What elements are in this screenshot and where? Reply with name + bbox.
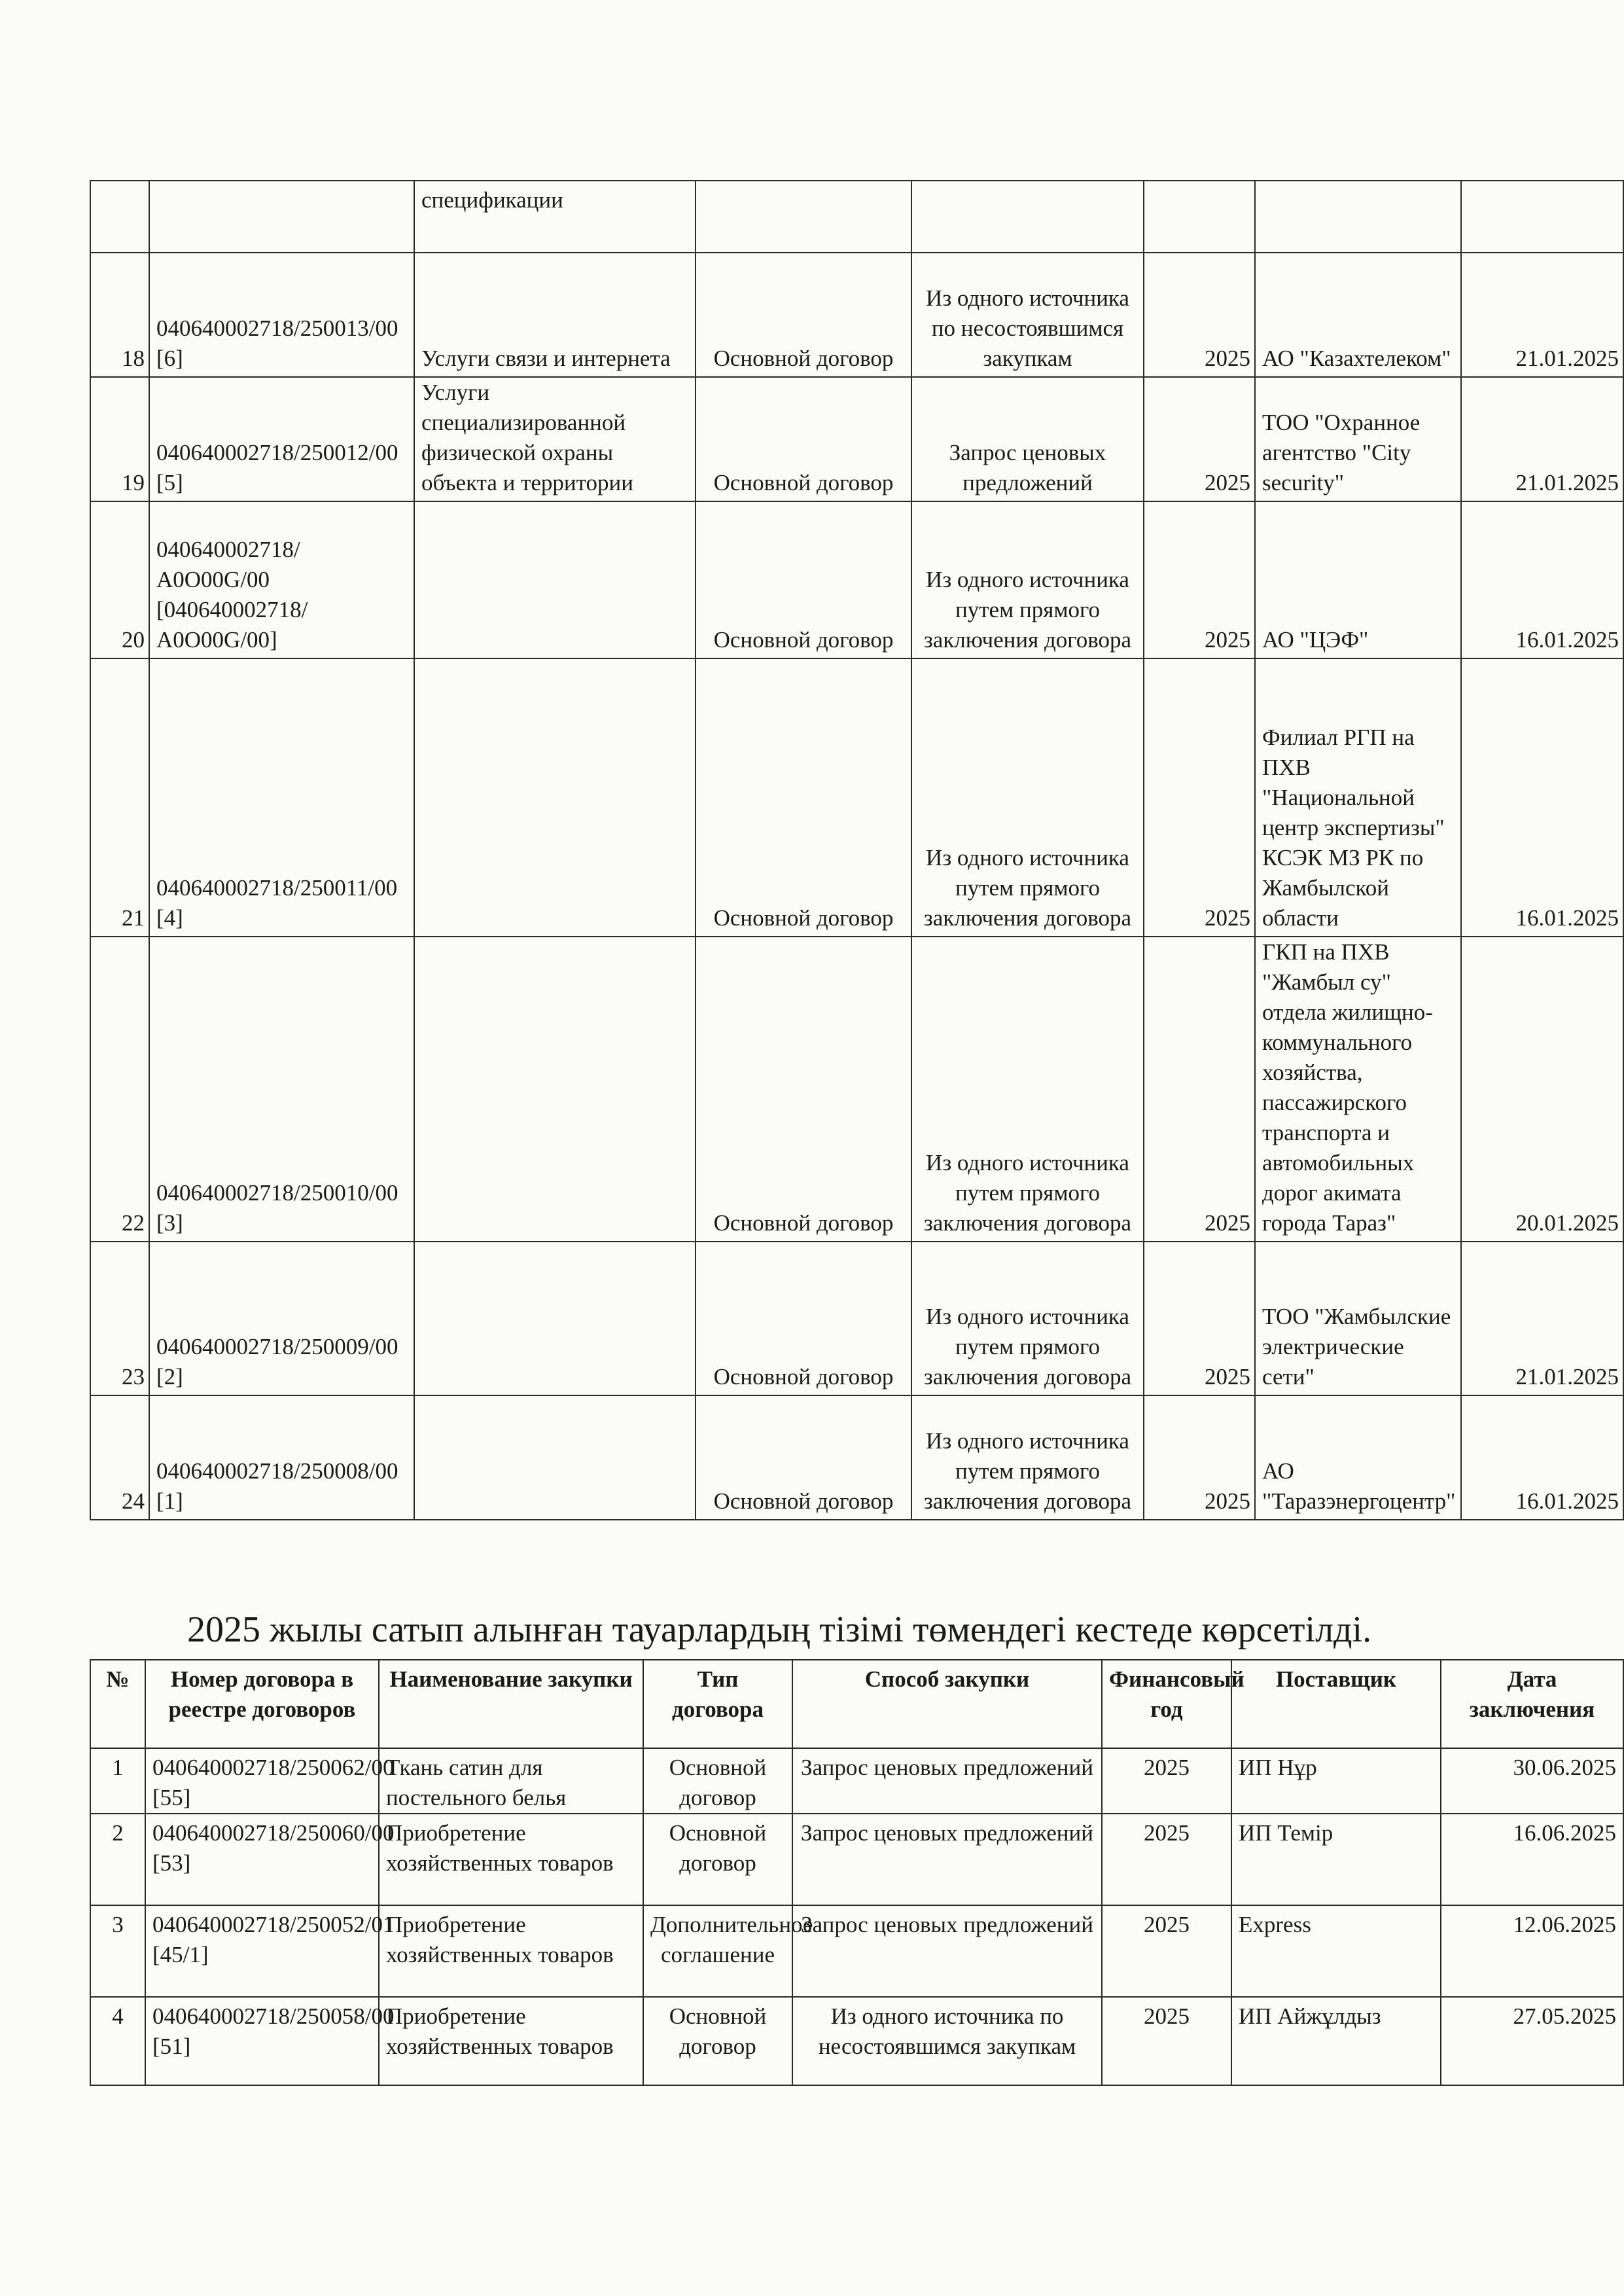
contract-type-cell: Основной договор bbox=[696, 1242, 911, 1395]
purchase-name-cell: Ткань сатин для постельного белья bbox=[379, 1748, 643, 1814]
supplier-cell: ИП Темір bbox=[1231, 1814, 1441, 1905]
row-number-cell: 1 bbox=[90, 1748, 145, 1814]
purchase-method-cell: Из одного источника по несостоявшимся закупкам bbox=[911, 253, 1144, 377]
purchase-name-cell: Услуги специализированной физической охраны объекта и территории bbox=[414, 377, 696, 501]
supplier-cell: Express bbox=[1231, 1905, 1441, 1997]
conclusion-date-cell: 21.01.2025 bbox=[1461, 1242, 1623, 1395]
col-header-contract-type: Тип договора bbox=[643, 1660, 792, 1748]
table-row bbox=[90, 658, 1623, 937]
table-row bbox=[90, 1395, 1623, 1520]
purchase-method-cell: Из одного источника путем прямого заключения договора bbox=[911, 658, 1144, 937]
fiscal-year-cell: 2025 bbox=[1144, 253, 1255, 377]
purchase-name-cell bbox=[414, 937, 696, 1242]
table-row bbox=[90, 1905, 1623, 1997]
purchase-name-cell: Приобретение хозяйственных товаров bbox=[379, 1905, 643, 1997]
conclusion-date-cell: 16.01.2025 bbox=[1461, 501, 1623, 658]
purchase-method-cell: Из одного источника путем прямого заключения договора bbox=[911, 937, 1144, 1242]
col-header-fiscal-year: Финансовый год bbox=[1102, 1660, 1231, 1748]
table-row bbox=[90, 1997, 1623, 2085]
supplier-cell: АО "ЦЭФ" bbox=[1255, 501, 1461, 658]
table-row bbox=[90, 501, 1623, 658]
registry-number-cell: 040640002718/250052/01 [45/1] bbox=[145, 1905, 379, 1997]
purchase-name-cell: спецификации bbox=[414, 181, 696, 253]
fiscal-year-cell: 2025 bbox=[1102, 1905, 1231, 1997]
row-number-cell: 3 bbox=[90, 1905, 145, 1997]
purchase-name-cell bbox=[414, 1395, 696, 1520]
col-header-number: № bbox=[90, 1660, 145, 1748]
contract-type-cell: Основной договор bbox=[643, 1814, 792, 1905]
conclusion-date-cell: 12.06.2025 bbox=[1441, 1905, 1623, 1997]
fiscal-year-cell: 2025 bbox=[1102, 1748, 1231, 1814]
table-row bbox=[90, 1748, 1623, 1814]
registry-number-cell: 040640002718/250008/00 [1] bbox=[149, 1395, 414, 1520]
purchase-method-cell: Запрос ценовых предложений bbox=[792, 1905, 1102, 1997]
fiscal-year-cell: 2025 bbox=[1102, 1814, 1231, 1905]
fiscal-year-cell: 2025 bbox=[1144, 377, 1255, 501]
row-number-cell: 18 bbox=[90, 253, 149, 377]
registry-number-cell: 040640002718/250009/00 [2] bbox=[149, 1242, 414, 1395]
registry-number-cell: 040640002718/250060/00 [53] bbox=[145, 1814, 379, 1905]
registry-number-cell: 040640002718/А0О00G/00 [040640002718/А0О00G/00] bbox=[149, 501, 414, 658]
contract-type-cell: Основной договор bbox=[696, 658, 911, 937]
conclusion-date-cell: 27.05.2025 bbox=[1441, 1997, 1623, 2085]
purchase-method-cell: Из одного источника путем прямого заключения договора bbox=[911, 1242, 1144, 1395]
supplier-cell: ИП Нұр bbox=[1231, 1748, 1441, 1814]
table-row bbox=[90, 181, 1623, 253]
fiscal-year-cell: 2025 bbox=[1102, 1997, 1231, 2085]
purchase-method-cell: Из одного источника по несостоявшимся закупкам bbox=[792, 1997, 1102, 2085]
table-row bbox=[90, 377, 1623, 501]
purchase-method-cell: Из одного источника путем прямого заключения договора bbox=[911, 1395, 1144, 1520]
registry-number-cell: 040640002718/250012/00 [5] bbox=[149, 377, 414, 501]
row-number-cell: 19 bbox=[90, 377, 149, 501]
registry-number-cell: 040640002718/250058/00 [51] bbox=[145, 1997, 379, 2085]
col-header-registry-number: Номер договора в реестре договоров bbox=[145, 1660, 379, 1748]
row-number-cell: 2 bbox=[90, 1814, 145, 1905]
conclusion-date-cell: 21.01.2025 bbox=[1461, 377, 1623, 501]
purchase-name-cell bbox=[414, 658, 696, 937]
registry-number-cell: 040640002718/250010/00 [3] bbox=[149, 937, 414, 1242]
col-header-purchase-name: Наименование закупки bbox=[379, 1660, 643, 1748]
contract-type-cell: Основной договор bbox=[643, 1997, 792, 2085]
purchase-name-cell bbox=[414, 501, 696, 658]
conclusion-date-cell: 30.06.2025 bbox=[1441, 1748, 1623, 1814]
row-number-cell: 4 bbox=[90, 1997, 145, 2085]
conclusion-date-cell: 21.01.2025 bbox=[1461, 253, 1623, 377]
contract-type-cell: Основной договор bbox=[696, 377, 911, 501]
row-number-cell: 21 bbox=[90, 658, 149, 937]
supplier-cell: ТОО "Охранное агентство "City security" bbox=[1255, 377, 1461, 501]
fiscal-year-cell: 2025 bbox=[1144, 501, 1255, 658]
table-row bbox=[90, 253, 1623, 377]
conclusion-date-cell: 16.06.2025 bbox=[1441, 1814, 1623, 1905]
row-number-cell: 24 bbox=[90, 1395, 149, 1520]
table-row bbox=[90, 937, 1623, 1242]
contract-type-cell: Дополнительное соглашение bbox=[643, 1905, 792, 1997]
goods-contracts-table bbox=[90, 1659, 1624, 2086]
purchase-name-cell bbox=[414, 1242, 696, 1395]
fiscal-year-cell: 2025 bbox=[1144, 1242, 1255, 1395]
purchase-name-cell: Приобретение хозяйственных товаров bbox=[379, 1814, 643, 1905]
supplier-cell: ИП Айжұлдыз bbox=[1231, 1997, 1441, 2085]
fiscal-year-cell: 2025 bbox=[1144, 658, 1255, 937]
row-number-cell: 20 bbox=[90, 501, 149, 658]
contract-type-cell: Основной договор bbox=[696, 501, 911, 658]
conclusion-date-cell: 16.01.2025 bbox=[1461, 658, 1623, 937]
purchase-method-cell: Из одного источника путем прямого заключения договора bbox=[911, 501, 1144, 658]
contract-type-cell: Основной договор bbox=[696, 937, 911, 1242]
section-heading: 2025 жылы сатып алынған тауарлардың тізімі төмендегі кестеде көрсетілді. bbox=[187, 1609, 1372, 1650]
registry-number-cell: 040640002718/250011/00 [4] bbox=[149, 658, 414, 937]
fiscal-year-cell: 2025 bbox=[1144, 937, 1255, 1242]
contract-type-cell: Основной договор bbox=[643, 1748, 792, 1814]
supplier-cell: ТОО "Жамбылские электрические сети" bbox=[1255, 1242, 1461, 1395]
purchase-method-cell: Запрос ценовых предложений bbox=[792, 1814, 1102, 1905]
contract-type-cell: Основной договор bbox=[696, 1395, 911, 1520]
supplier-cell: Филиал РГП на ПХВ "Национальной центр экспертизы" КСЭК МЗ РК по Жамбылской области bbox=[1255, 658, 1461, 937]
table-row bbox=[90, 1814, 1623, 1905]
conclusion-date-cell: 16.01.2025 bbox=[1461, 1395, 1623, 1520]
registry-number-cell: 040640002718/250062/00 [55] bbox=[145, 1748, 379, 1814]
purchase-method-cell: Запрос ценовых предложений bbox=[792, 1748, 1102, 1814]
table-header-row bbox=[90, 1660, 1623, 1748]
contract-type-cell: Основной договор bbox=[696, 253, 911, 377]
supplier-cell: АО "Таразэнергоцентр" bbox=[1255, 1395, 1461, 1520]
row-number-cell: 23 bbox=[90, 1242, 149, 1395]
purchase-method-cell: Запрос ценовых предложений bbox=[911, 377, 1144, 501]
purchase-name-cell: Услуги связи и интернета bbox=[414, 253, 696, 377]
supplier-cell: АО "Казахтелеком" bbox=[1255, 253, 1461, 377]
col-header-conclusion-date: Дата заключения bbox=[1441, 1660, 1623, 1748]
row-number-cell: 22 bbox=[90, 937, 149, 1242]
fiscal-year-cell: 2025 bbox=[1144, 1395, 1255, 1520]
supplier-cell: ГКП на ПХВ "Жамбыл су" отдела жилищно-коммунального хозяйства, пассажирского транспорта и автомобильных дорог акимата города Тараз" bbox=[1255, 937, 1461, 1242]
purchase-name-cell: Приобретение хозяйственных товаров bbox=[379, 1997, 643, 2085]
col-header-purchase-method: Способ закупки bbox=[792, 1660, 1102, 1748]
conclusion-date-cell: 20.01.2025 bbox=[1461, 937, 1623, 1242]
table-row bbox=[90, 1242, 1623, 1395]
registry-number-cell: 040640002718/250013/00 [6] bbox=[149, 253, 414, 377]
col-header-supplier: Поставщик bbox=[1231, 1660, 1441, 1748]
contracts-table-continued bbox=[90, 180, 1624, 1520]
